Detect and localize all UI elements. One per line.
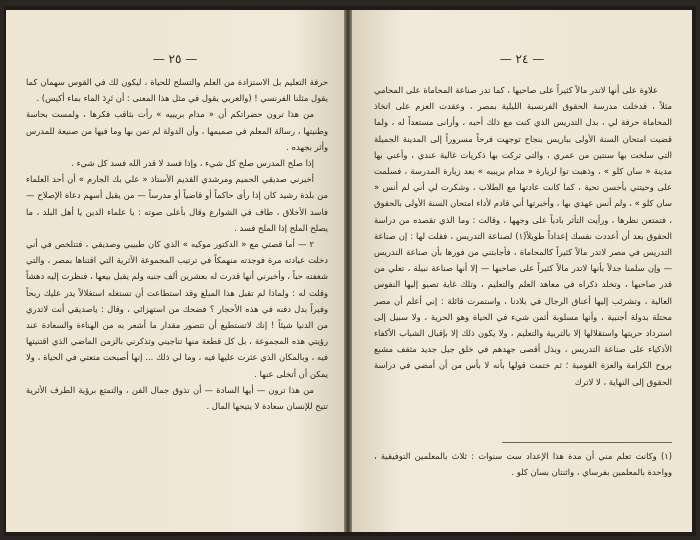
book-gutter: [344, 10, 352, 532]
paragraph: من هذا ترون حضراتكم أن « مدام بريبيه » رأت بثاقب فكرها ، ولمست بحاسة وطنيتها ، رسالة المعلم في صميمها ، وأن الدولة لم تمن بها وما فيها من صنيعة للمدرس وأثر بجهده .: [26, 109, 328, 152]
paragraph: ٢ — أما قصتي مع « الدكتور موكيه » الذي كان طبيبي وصديقي ، فتتلخص في أني دخلت عيادته مرة فوجدته منهمكاً في ترتيب المجموعة الأثرية التي اقتناها بمصر ، والتي شغفته حباً ، وأخبرني أنها قدرت له بعشرين ألف جنيه ولم يقبل بيعها ، فنظرت إليه دهشاً وقلت له : ولماذا لم تقبل هذا المبلغ وقد استطاعت أن تستغله استغلالاً يدر عليك ربحاً وفيراً بدل دفنه في هذه الأحجار ؟ فضحك من استهزائي ، وقال : ياصديقي أنت لاتدري من الدنيا شيئاً ! إنك لاتستطيع أن تتصور مقدار ما أشعر به من الهناءة والسعادة عند رؤيتي هذه المجموعة ، بل كل قطعة منها تناجيني وتذكرني بالزمن الماضي الذي اقتنيتها فيه ، وبالمكان الذي عثرت عليها فيه ، وما لي ذلك ... إنها أصبحت متعتي في الحياة ، ولا يمكن أن أتخلى عنها .: [26, 239, 328, 379]
footnote: (١) وكانت تعلم مني أن مدة هذا الإعداد ست سنوات : ثلاث بالمعلمين التوفيقية ، وواحدة بالمعلمين بفرساي ، واثنتان بسان كلو .: [374, 451, 672, 477]
left-page-body: [26, 74, 328, 414]
footnote-divider: [502, 442, 672, 443]
paragraph: من هذا ترون — أيها السادة — أن تذوق جمال الفن ، والتمتع برؤية الطرف الأثرية تتيح للإنسان سعادة لا يتيحها المال .: [26, 384, 328, 412]
paragraph: إذا صلح المدرس صلح كل شيء ، وإذا فسد لا قدر الله فسد كل شيء .: [71, 158, 314, 169]
right-page: [352, 10, 692, 532]
book-spread: [4, 6, 696, 536]
paragraph: حرفة التعليم بل الاستزادة من العلم والتسلح للحياة ، ليكون لك في القوس سهمان كما يقول مثلنا الفرنسي ! (والعربي يقول في مثل هذا المعنى : أن تَرِدَ الماء بماء أكيس) .: [26, 77, 328, 104]
page-number-left: — ٢٥ —: [152, 52, 198, 66]
paragraph: علاوة على أنها لاتدر مالاً كثيراً على صاحبها ، كما تدر صناعة المحاماة على المحامي مثلاً ، فدخلت مدرسة الحقوق الفرنسية الليلية بمصر ، وعقدت العزم على اتخاذ المحاماة حرفة لي ، بدل التدريس الذي كنت مع ذلك أحبه ، وأرانى مستعداً له ، ولما قضيت امتحان السنة الأولى بباريس بنجاح توجهت فرحاً مسروراً إلى المدينة الجميلة التي سلخت بها سنتين من عمري ، والتي تركت بها ذكريات غالية عندي ، وأعني بها مدينة « سان كلو » ، وذهبت توا لزيارة « مدام بريبيه » بعد زيارة المدرسة ، فسلمت على وحيتني بأحسن تحية ، كما كانت عادتها مع الطلاب ، وشكرت لي أني لم أنس « سان كلو » ، ولم أنس عهدي بها ، وأخبرتها أني قادم لأداء امتحان السنة الأولى بالحقوق ، فتمتعن نظرها ، ورأيت التأثر بادياً على وجهها ، وقالت : وما الذي تقصده من دراسة الحقوق بعد أن أعددت نفسك إعداداً طويلاً(١) لصناعة التدريس ، فقلت لها : إن صناعة التدريس في مصر لاتدر مالاً كثيراً كالمحاماة ، فأجابتني من فورها بأن صناعة التدريس — وإن سلمنا جدلاً بأنها لاتدر مالاً كثيراً على صاحبها — إلا أنها صناعة نبيلة ، تعلي من قدر صاحبها ، وتخلد ذكراه في معاهد العلم والتعليم ، وتلك غاية تصبو إليها النفوس العالية ، وتشرئب إليها أعناق الرجال في بلادنا ، واستمرت قائلة : إني أعلم أن مصر محتلة بدولة أجنبية ، وأنها مسلوبة أثمن شيء في الحياة وهو الحرية ، ولا سبيل إلى استرداد حريتها واستقلالها إلا بالتربية والتعليم ، ولا يكون ذلك إلا بإقبال الشباب الأكفاء الأذكياء على صناعة التدريس ، وبذل أقصى جهدهم في خلق جيل جديد مثقف مشبع بروح الكرامة والعزة القومية ؛ ثم ختمت قولها بأنه لا بأس من أن أمضي في دراسة الحقوق إلى النهاية ، لا لاترك: [374, 85, 672, 387]
page-number-right: — ٢٤ —: [499, 52, 545, 66]
left-page: [6, 10, 344, 532]
paragraph: أخبرني صديقي الحميم ومرشدي القديم الأستاذ « علي بك الجارم » أن أحد العلماء من بلدة رشيد كان إذا رأى حاكماً أو قاضياً أو مدرساً — من يقبل أسهم دعاة الإصلاح — فاسد الأخلاق ، طاف في الشوارع وقال بأعلى صوته : يا علماء الدين يا أهل البلد ، ما يصلح الملح إذا الملح فسد .: [26, 174, 328, 233]
right-page-body: [374, 82, 672, 390]
